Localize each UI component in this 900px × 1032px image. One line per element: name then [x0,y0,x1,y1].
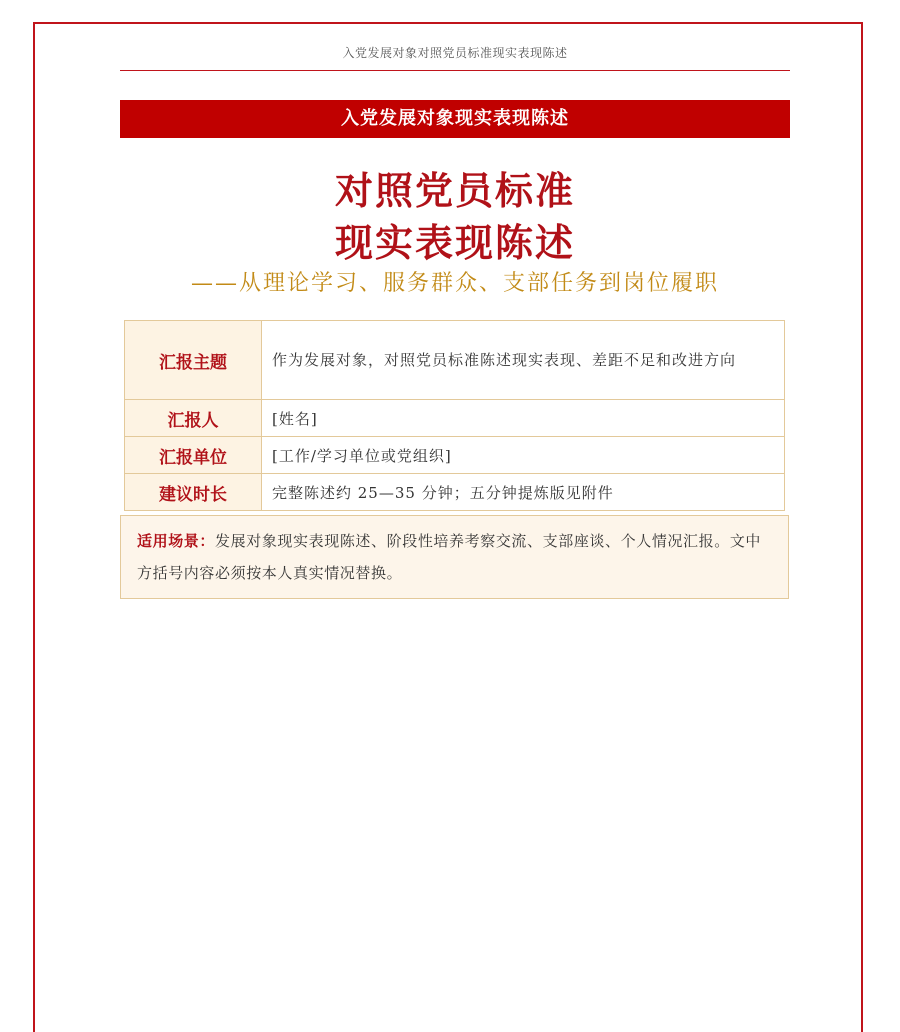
row-value-unit: [工作/学习单位或党组织] [262,437,785,474]
page-subtitle: ——从理论学习、服务群众、支部任务到岗位履职 [190,271,719,296]
usage-note-box [120,515,789,599]
row-value-topic: 作为发展对象，对照党员标准陈述现实表现、差距不足和改进方向 [262,321,785,400]
section-banner: 入党发展对象现实表现陈述 [120,100,790,138]
row-label-duration: 建议时长 [125,474,262,511]
header-divider [120,70,790,71]
usage-note-label: 适用场景： [137,532,216,550]
row-label-unit: 汇报单位 [125,437,262,474]
table-row [125,437,785,474]
report-info-table [124,320,785,511]
usage-note-text: 发展对象现实表现陈述、阶段性培养考察交流、支部座谈、个人情况汇报。文中方括号内容必须按本人真实情况替换。 [137,532,762,582]
row-value-duration: 完整陈述约 25—35 分钟；五分钟提炼版见附件 [262,474,785,511]
row-label-topic: 汇报主题 [125,321,262,400]
table-row [125,321,785,400]
row-label-reporter: 汇报人 [125,400,262,437]
page-title-line-2: 现实表现陈述 [334,221,575,265]
row-value-reporter: [姓名] [262,400,785,437]
table-row [125,474,785,511]
page-title-line-1: 对照党员标准 [334,169,575,213]
table-row [125,400,785,437]
running-header: 入党发展对象对照党员标准现实表现陈述 [342,46,568,60]
